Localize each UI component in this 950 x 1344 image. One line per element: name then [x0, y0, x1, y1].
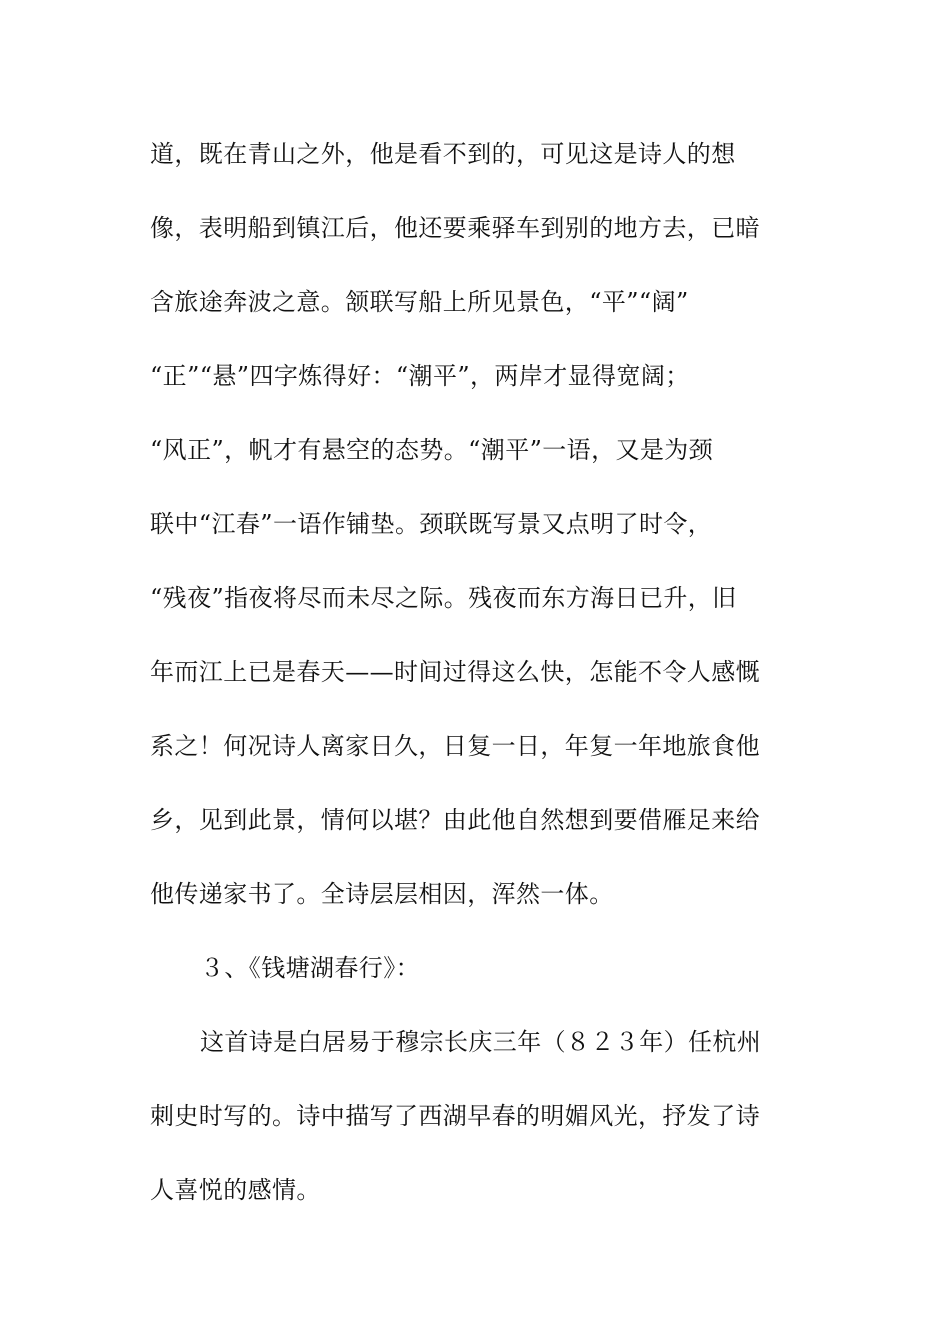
- paragraph-line: “正”“悬”四字炼得好：“潮平”，两岸才显得宽阔；: [150, 362, 690, 390]
- paragraph-line: 像，表明船到镇江后，他还要乘驿车到别的地方去，已暗: [150, 214, 760, 242]
- paragraph-line: 道，既在青山之外，他是看不到的，可见这是诗人的想: [150, 140, 736, 168]
- paragraph-line: 乡，见到此景，情何以堪？由此他自然想到要借雁足来给: [150, 806, 760, 834]
- paragraph-line: 含旅途奔波之意。颔联写船上所见景色，“平”“阔”: [150, 288, 689, 316]
- paragraph-line: “风正”，帆才有悬空的态势。“潮平”一语，又是为颈: [150, 436, 714, 464]
- paragraph-line: 系之！何况诗人离家日久，日复一日，年复一年地旅食他: [150, 732, 760, 760]
- paragraph-line: 人喜悦的感情。: [150, 1176, 321, 1204]
- paragraph-line: 他传递家书了。全诗层层相因，浑然一体。: [150, 880, 614, 908]
- paragraph-line: 这首诗是白居易于穆宗长庆三年（８２３年）任杭州: [200, 1028, 762, 1056]
- paragraph-line: 联中“江春”一语作铺垫。颈联既写景又点明了时令，: [150, 510, 713, 538]
- section-heading: ３、《钱塘湖春行》：: [200, 954, 420, 982]
- paragraph-line: “残夜”指夜将尽而未尽之际。残夜而东方海日已升，旧: [150, 584, 737, 612]
- paragraph-line: 刺史时写的。诗中描写了西湖早春的明媚风光，抒发了诗: [150, 1102, 760, 1130]
- paragraph-line: 年而江上已是春天——时间过得这么快，怎能不令人感慨: [150, 658, 760, 686]
